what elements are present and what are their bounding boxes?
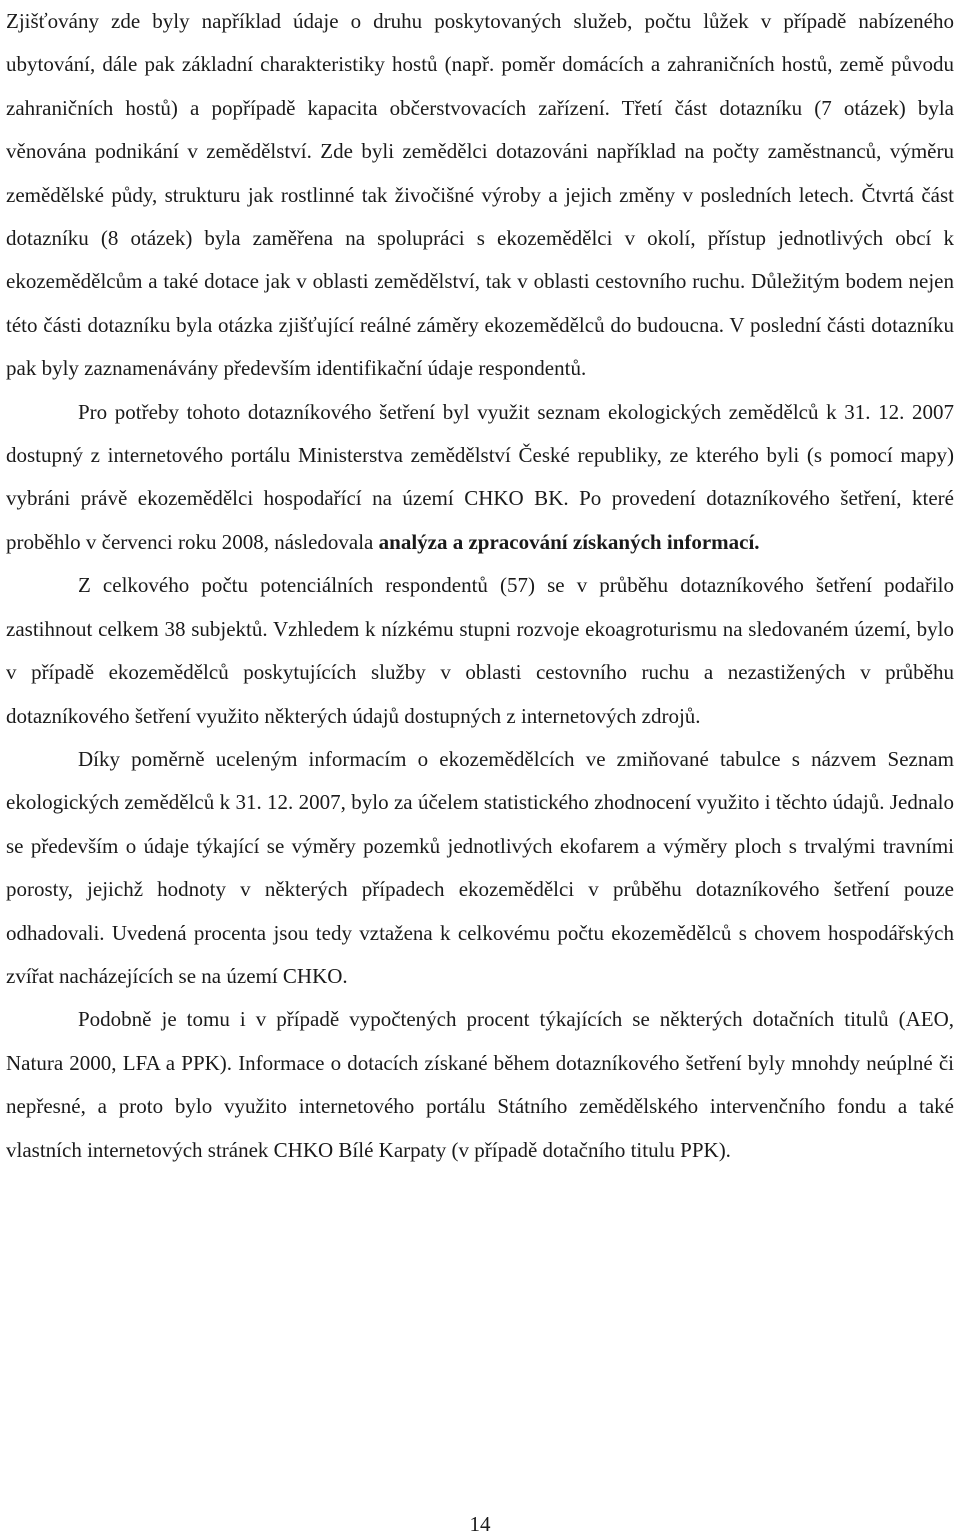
- paragraph-1: Zjišťovány zde byly například údaje o druhu poskytovaných služeb, počtu lůžek v případě nabízeného ubytování, dále pak základní charakteristiky hostů (např. poměr domácích a zahraničních hostů, země původu zahraničních hostů) a popřípadě kapacita občerstvovacích zařízení. Třetí část dotazníku (7 otázek) byla věnována podnikání v zemědělství. Zde byli zemědělci dotazováni například na počty zaměstnanců, výměru zemědělské půdy, strukturu jak rostlinné tak živočišné výroby a jejich změny v posledních letech. Čtvrtá část dotazníku (8 otázek) byla zaměřena na spolupráci s ekozemědělci v okolí, přístup jednotlivých obcí k ekozemědělcům a také dotace jak v oblasti zemědělství, tak v oblasti cestovního ruchu. Důležitým bodem nejen této části dotazníku byla otázka zjišťující reálné záměry ekozemědělců do budoucna. V poslední části dotazníku pak byly zaznamenávány především identifikační údaje respondentů.: [6, 9, 954, 381]
- document-page: [6, 0, 954, 1172]
- paragraph-2: [6, 391, 954, 565]
- paragraph-2-bold-text: analýza a zpracování získaných informací.: [378, 529, 760, 554]
- paragraph-4: Díky poměrně uceleným informacím o ekozemědělcích ve zmiňované tabulce s názvem Seznam ekologických zemědělců k 31. 12. 2007, bylo za účelem statistického zhodnocení využito i těchto údajů. Jednalo se především o údaje týkající se výměry pozemků jednotlivých ekofarem a výměry ploch s trvalými travními porosty, jejichž hodnoty v některých případech ekozemědělci v průběhu dotazníkového šetření pouze odhadovali. Uvedená procenta jsou tedy vztažena k celkovému počtu ekozemědělců s chovem hospodářských zvířat nacházejících se na území CHKO.: [6, 746, 954, 988]
- paragraph-5: Podobně je tomu i v případě vypočtených procent týkajících se některých dotačních titulů (AEO, Natura 2000, LFA a PPK). Informace o dotacích získané během dotazníkového šetření byly mnohdy neúplné či nepřesné, a proto bylo využito internetového portálu Státního zemědělského intervenčního fondu a také vlastních internetových stránek CHKO Bílé Karpaty (v případě dotačního titulu PPK).: [6, 1007, 954, 1162]
- paragraph-3: Z celkového počtu potenciálních respondentů (57) se v průběhu dotazníkového šetření podařilo zastihnout celkem 38 subjektů. Vzhledem k nízkému stupni rozvoje ekoagroturismu na sledovaném území, bylo v případě ekozemědělců poskytujících služby v oblasti cestovního ruchu a nezastižených v průběhu dotazníkového šetření využito některých údajů dostupných z internetových zdrojů.: [6, 573, 954, 728]
- page-number: 14: [469, 1512, 491, 1536]
- paragraph-2-text: Pro potřeby tohoto dotazníkového šetření byl využit seznam ekologických zemědělců k 31. 12. 2007 dostupný z internetového portálu Ministerstva zemědělství České republiky, ze kterého byli (s pomocí mapy) vybráni právě ekozemědělci hospodařící na území CHKO BK. Po provedení dotazníkového šetření, které proběhlo v červenci roku 2008, následovala: [6, 399, 954, 554]
